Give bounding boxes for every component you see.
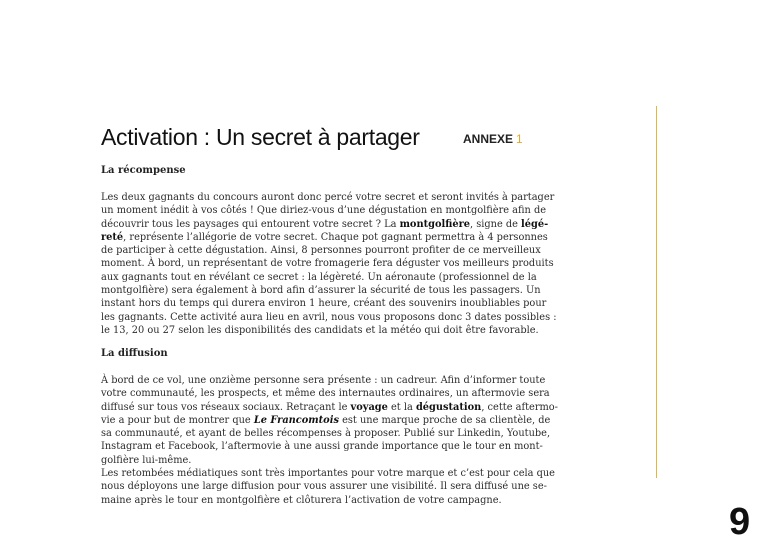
emphasis-legerete-end: reté (101, 231, 124, 243)
text-line: nous déployons une large diffusion pour vous assurer une visibilité. Il sera diffusé une se- (101, 481, 547, 493)
text-line: aux gagnants tout en révélant ce secret : la légèreté. Un aéronaute (professionnel de la (101, 271, 537, 283)
text-line: sa communauté, et ayant de belles récompenses à proposer. Publié sur Linkedin, Youtube, (101, 428, 551, 440)
text-line: le 13, 20 ou 27 selon les disponibilités des candidats et la météo qui doit être favorable. (101, 324, 539, 336)
section-title-recompense: La récompense (101, 165, 186, 176)
text-line: les gagnants. Cette activité aura lieu en avril, nous vous proposons donc 3 dates possibles : (101, 311, 557, 323)
text-line: découvrir tous les paysages qui entourent votre secret ? La montgolfière, signe de légé- (101, 218, 549, 230)
accent-rule (656, 106, 657, 478)
paragraph-diffusion (101, 374, 558, 507)
text-line: moment. À bord, un représentant de votre fromagerie fera déguster vos meilleurs produits (101, 258, 554, 270)
emphasis-voyage: voyage (350, 401, 388, 413)
text-line: un moment inédit à vos côtés ! Que diriez-vous d’une dégustation en montgolfière afin de (101, 205, 547, 217)
text-line: À bord de ce vol, une onzième personne sera présente : un cadreur. Afin d’informer toute (101, 375, 546, 386)
brand-name: Le Francomtois (253, 414, 339, 426)
text-line: reté, représente l’allégorie de votre secret. Chaque pot gagnant permettra à 4 personnes (101, 231, 548, 243)
emphasis-montgolfiere: montgolfière (399, 218, 470, 230)
annex-number: 1 (516, 132, 523, 146)
text-line: Instagram et Facebook, l’aftermovie à une aussi grande importance que le tour en mont- (101, 441, 543, 453)
section-title-diffusion: La diffusion (101, 348, 168, 359)
page-number: 9 (729, 501, 751, 543)
text-line: montgolfière) sera également à bord afin d’assurer la sécurité de tous les passagers. Un (101, 285, 541, 297)
text-line: de participer à cette dégustation. Ainsi, 8 personnes pourront profiter de ce merveilleux (101, 245, 541, 257)
text-line: Les retombées médiatiques sont très importantes pour votre marque et c’est pour cela que (101, 468, 555, 480)
paragraph-recompense (101, 191, 557, 337)
page-title: Activation : Un secret à partager (101, 124, 420, 150)
text-line: votre communauté, les prospects, et même des internautes ordinaires, un aftermovie sera (101, 388, 550, 400)
annex-label-text: ANNEXE (463, 132, 514, 146)
text-line: vie a pour but de montrer que Le Francomtois est une marque proche de sa clientèle, de (101, 414, 551, 426)
text-line: diffusé sur tous vos réseaux sociaux. Retraçant le voyage et la dégustation, cette aftermo- (101, 401, 558, 413)
annex-label (463, 132, 523, 146)
text-line: Les deux gagnants du concours auront donc percé votre secret et seront invités à partager (101, 192, 555, 203)
emphasis-legerete: légé- (521, 218, 549, 230)
text-line: instant hors du temps qui durera environ 1 heure, créant des souvenirs inoubliables pour (101, 298, 547, 310)
text-line: golfière lui-même. (101, 454, 192, 466)
emphasis-degustation: dégustation (415, 401, 482, 413)
text-line: maine après le tour en montgolfière et clôturera l’activation de votre campagne. (101, 494, 502, 506)
